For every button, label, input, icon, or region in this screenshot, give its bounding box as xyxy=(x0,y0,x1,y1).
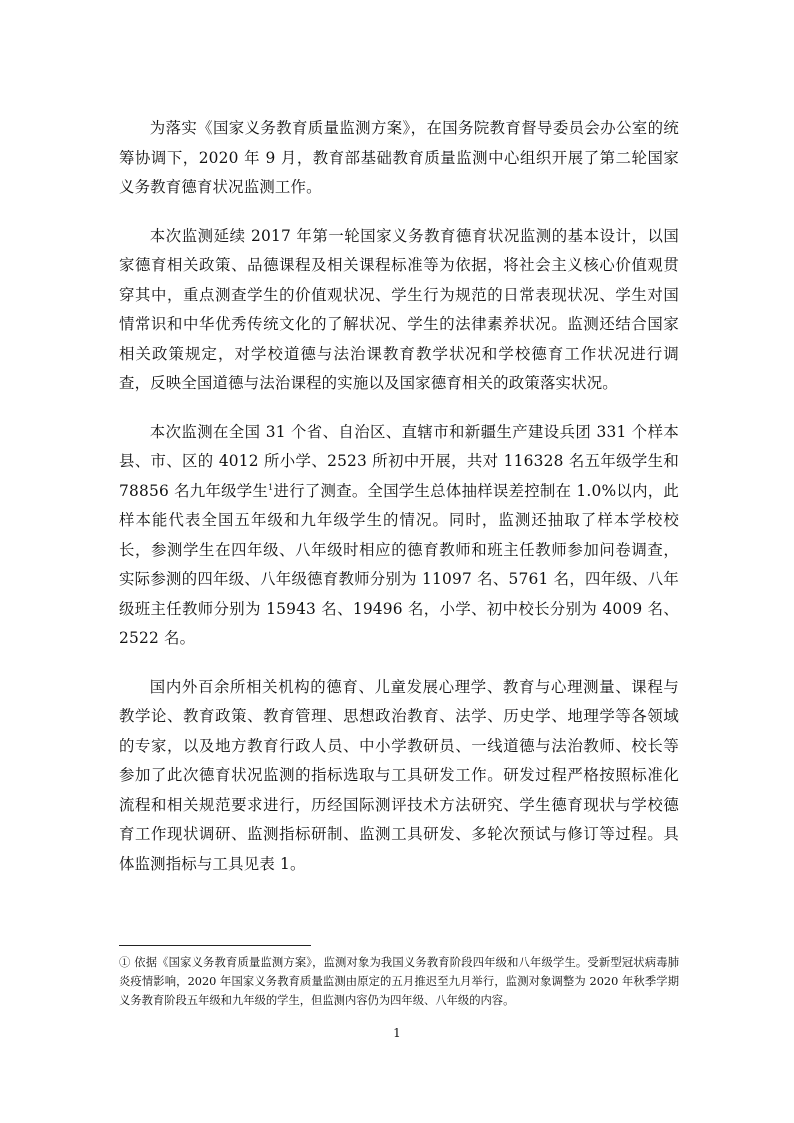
body-text xyxy=(119,114,679,898)
paragraph-2: 本次监测延续 2017 年第一轮国家义务教育德育状况监测的基本设计，以国家德育相关政策、品德课程及相关课程标准等为依据，将社会主义核心价值观贯穿其中，重点测查学生的价值观状况、学生行为规范的日常表现状况、学生对国情常识和中华优秀传统文化的了解状况、学生的法律素养状况。监测还结合国家相关政策规定，对学校道德与法治课教育教学状况和学校德育工作状况进行调查，反映全国道德与法治课程的实施以及国家德育相关的政策落实状况。 xyxy=(119,226,679,392)
paragraph-3-text-before: 本次监测在全国 31 个省、自治区、直辖市和新疆生产建设兵团 331 个样本县、市、区的 4012 所小学、2523 所初中开展，共对 116328 名五年级学生和 78856 名九年级学生 xyxy=(119,422,679,500)
footnote-divider xyxy=(119,945,311,946)
paragraph-4: 国内外百余所相关机构的德育、儿童发展心理学、教育与心理测量、课程与教学论、教育政策、教育管理、思想政治教育、法学、历史学、地理学等各领域的专家，以及地方教育行政人员、中小学教研员、一线道德与法治教师、校长等参加了此次德育状况监测的指标选取与工具研发工作。研发过程严格按照标准化流程和相关规范要求进行，历经国际测评技术方法研究、学生德育现状与学校德育工作现状调研、监测指标研制、监测工具研发、多轮次预试与修订等过程。具体监测指标与工具见表 1。 xyxy=(119,677,679,873)
footnote: ① 依据《国家义务教育质量监测方案》，监测对象为我国义务教育阶段四年级和八年级学生。受新型冠状病毒肺炎疫情影响，2020 年国家义务教育质量监测由原定的五月推迟至九月举行，监测对象调整为 2020 年秋季学期义务教育阶段五年级和九年级的学生，但监测内容仍为四年级、八年级的内容。 xyxy=(119,956,679,1007)
paragraph-1: 为落实《国家义务教育质量监测方案》，在国务院教育督导委员会办公室的统筹协调下，2020 年 9 月，教育部基础教育质量监测中心组织开展了第二轮国家义务教育德育状况监测工作。 xyxy=(119,119,679,196)
paragraph-3 xyxy=(119,418,679,654)
paragraph-3-text-after: 进行了测查。全国学生总体抽样误差控制在 1.0%以内，此样本能代表全国五年级和九年级学生的情况。同时，监测还抽取了样本学校校长，参测学生在四年级、八年级时相应的德育教师和班主任教师参加问卷调查，实际参测的四年级、八年级德育教师分别为 11097 名、5761 名，四年级、八年级班主任教师分别为 15943 名、19496 名，小学、初中校长分别为 4009 名、2522 名。 xyxy=(119,481,679,647)
footnote-reference[interactable]: 1 xyxy=(268,482,274,492)
page-number: 1 xyxy=(393,1026,401,1040)
